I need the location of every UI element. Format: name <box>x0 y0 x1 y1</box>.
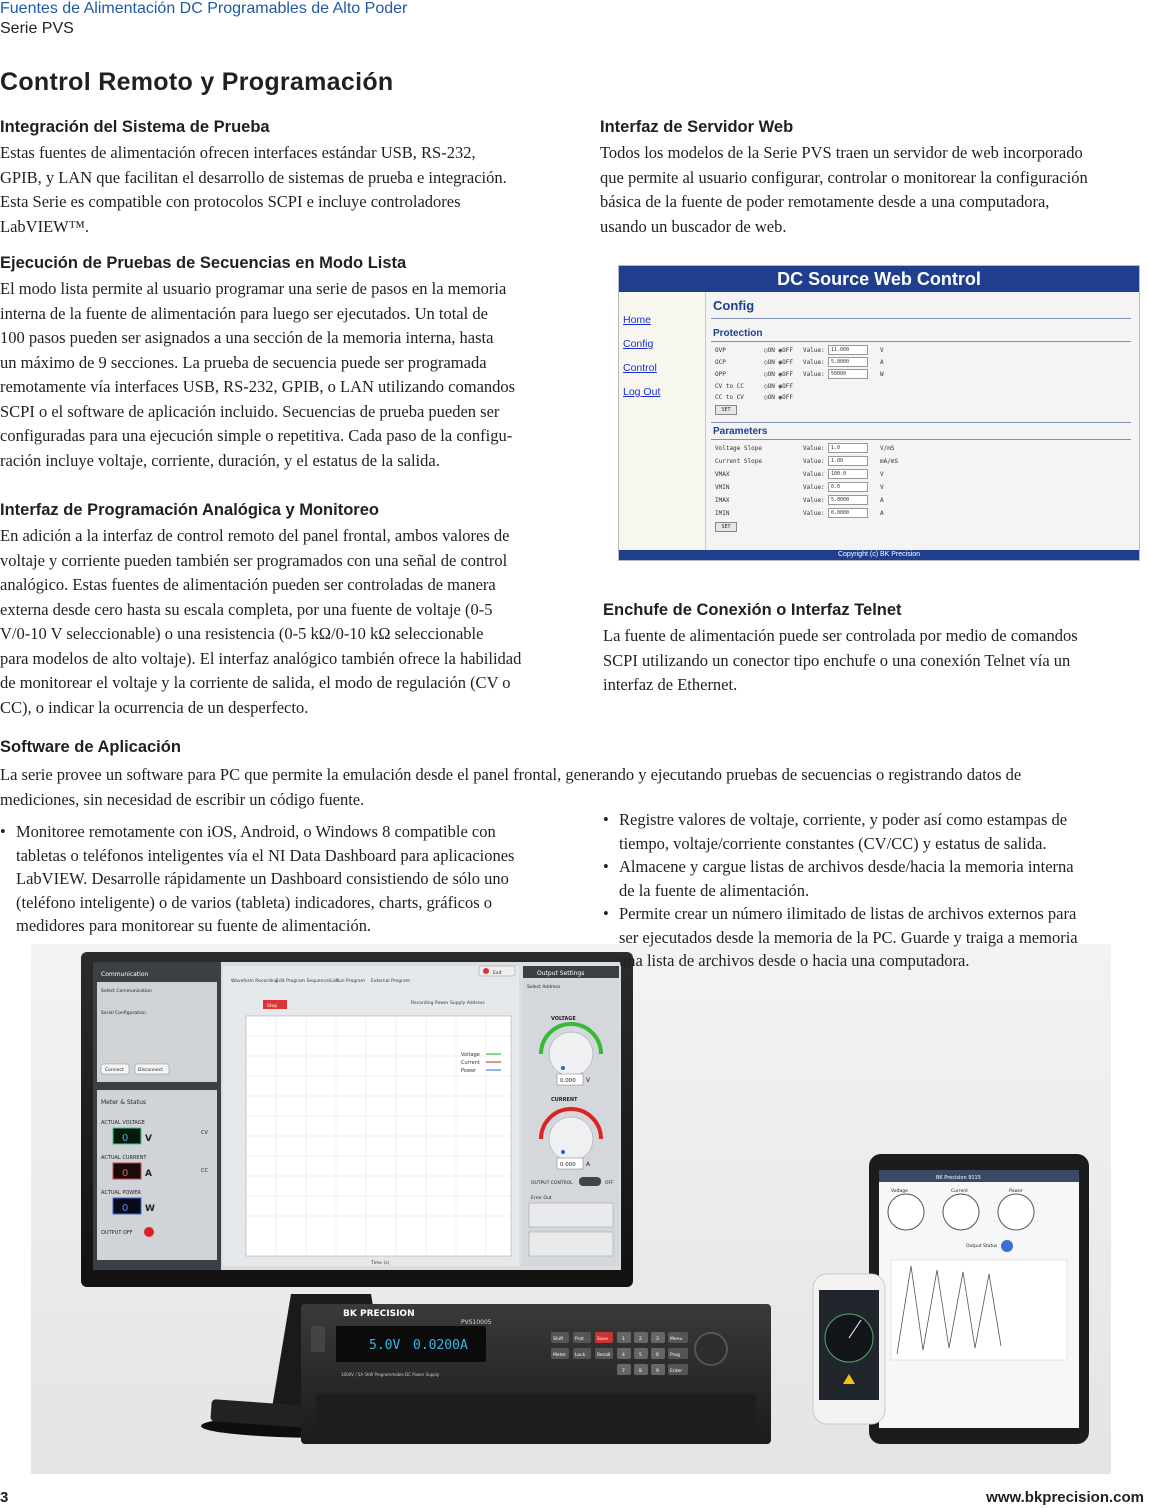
parameter-row: VMIN Value: 0.0 V <box>715 484 884 491</box>
svg-text:Edit Program Sequence/List: Edit Program Sequence/List <box>276 979 339 984</box>
svg-text:Output Settings: Output Settings <box>537 970 585 977</box>
svg-text:Run Program: Run Program <box>336 979 366 984</box>
section-integracion <box>0 118 560 239</box>
product-photo <box>31 944 1111 1474</box>
header-series-title: Fuentes de Alimentación DC Programables de Alto Poder <box>0 0 408 17</box>
web-control-sidebar <box>619 292 706 550</box>
section-body: El modo lista permite al usuario programar una serie de pasos en la memoria interna de la fuente de alimentación para luego ser ejecutados. Un total de 100 pasos pueden ser asignados a una sección de la memoria interna, hasta un máximo de 9 secciones. La prueba de secuencia puede ser programada remotamente vía interfaces USB, RS-232, GPIB, o LAN utilizando comandos SCPI o el software de aplicación incluido. Secuencias de prueba pueden ser configuradas para una ejecución simple o repetitiva. Cada paso de la configu- ración incluye voltaje, corriente, duración, y el estatus de la salida. <box>0 279 516 470</box>
parameter-row: Current Slope Value: 1.00 mA/mS <box>715 458 899 465</box>
svg-text:Output Status: Output Status <box>966 1244 998 1249</box>
svg-text:Current: Current <box>461 1060 480 1066</box>
svg-text:3: 3 <box>656 1337 659 1342</box>
protection-row-opp: OPP ○ON ◉OFF Value: 50000 W <box>715 371 884 378</box>
svg-text:OFF: OFF <box>605 1181 614 1186</box>
svg-text:CURRENT: CURRENT <box>551 1097 578 1103</box>
svg-text:4: 4 <box>622 1353 625 1358</box>
app-stop-button: Stop <box>267 1004 278 1009</box>
svg-text:Shift: Shift <box>553 1337 564 1342</box>
parameter-value-input[interactable]: 0.0 <box>828 482 868 492</box>
psu-brand: BK PRECISION <box>343 1309 415 1319</box>
section-analogica <box>0 501 560 720</box>
svg-text:Lock: Lock <box>575 1353 586 1358</box>
section-body: La fuente de alimentación puede ser controlada por medio de comandos SCPI utilizando un conector tipo enchufe o una conexión Telnet vía un interfaz de Ethernet. <box>603 626 1078 694</box>
svg-text:8: 8 <box>639 1369 642 1374</box>
header-series-name: Serie PVS <box>0 20 74 37</box>
parameter-row: VMAX Value: 100.0 V <box>715 471 884 478</box>
svg-text:VOLTAGE: VOLTAGE <box>551 1016 576 1022</box>
protection-row-ovp: OVP ○ON ◉OFF Value: 11.000 V <box>715 347 884 354</box>
on-off-radio[interactable]: ○ON ◉OFF <box>764 371 793 378</box>
section-telnet <box>603 601 1148 698</box>
web-control-title: DC Source Web Control <box>619 266 1139 292</box>
list-item: • Registre valores de voltaje, corriente, y poder así como estampas de tiempo, voltaje/corriente constantes (CV/CC) y estatus de salida. <box>603 808 1148 855</box>
section-heading: Interfaz de Servidor Web <box>600 118 794 136</box>
parameter-row: IMAX Value: 5.0000 A <box>715 497 884 504</box>
web-link-control[interactable]: Control <box>623 362 657 374</box>
svg-text:2: 2 <box>639 1337 642 1342</box>
svg-text:Recall: Recall <box>597 1353 611 1358</box>
parameter-value-input[interactable]: 0.0000 <box>828 508 868 518</box>
section-heading: Software de Aplicación <box>0 738 181 756</box>
section-body: La serie provee un software para PC que permite la emulación desde el panel frontal, generando y ejecutando pruebas de secuencias o registrando datos de mediciones, sin necesidad de escribir un código fuente. <box>0 765 1022 809</box>
svg-text:0.000: 0.000 <box>560 1162 576 1168</box>
app-disconnect-button: Disconnect <box>138 1068 163 1073</box>
web-link-logout[interactable]: Log Out <box>623 386 661 398</box>
svg-text:W: W <box>145 1204 155 1214</box>
list-item: • Monitoree remotamente con iOS, Android, o Windows 8 compatible con tabletas o teléfonos inteligentes vía el NI Data Dashboard para aplicaciones LabVIEW. Desarrolle rápidamente un Dashboard consistiendo de sólo uno (teléfono inteligente) o de varios (tableta) indicadores, charts, gráficos o medidores para monitorear su fuente de alimentación. <box>0 820 560 938</box>
web-control-screenshot <box>618 265 1140 561</box>
svg-text:Time (s): Time (s) <box>371 1261 390 1266</box>
svg-text:Prog: Prog <box>670 1353 680 1358</box>
parameter-value-input[interactable]: 100.0 <box>828 469 868 479</box>
parameters-title: Parameters <box>713 426 768 437</box>
section-body: Estas fuentes de alimentación ofrecen interfaces estándar USB, RS-232, GPIB, y LAN que facilitan el desarrollo de sistemas de prueba e integración. Esta Serie es compatible con protocolos SCPI e incluye controladores LabVIEW™. <box>0 143 507 236</box>
svg-text:Serial Configuration: Serial Configuration <box>101 1011 146 1016</box>
opp-value-input[interactable]: 50000 <box>828 369 868 379</box>
web-page-title: Config <box>713 298 755 313</box>
svg-text:Meter & Status: Meter & Status <box>101 1099 146 1106</box>
svg-text:OUTPUT OFF: OUTPUT OFF <box>101 1230 133 1236</box>
svg-text:A: A <box>586 1161 591 1168</box>
on-off-radio[interactable]: ○ON ◉OFF <box>764 359 793 366</box>
parameter-value-input[interactable]: 5.0000 <box>828 495 868 505</box>
list-item: • Permite crear un número ilimitado de listas de archivos externos para ser ejecutados desde la memoria de la PC. Guarde y traiga a memoria una lista de archivos desde o hacia una computadora. <box>603 902 1148 973</box>
protection-row-ocp: OCP ○ON ◉OFF Value: 5.0000 A <box>715 359 884 366</box>
svg-text:BK Precision 9115: BK Precision 9115 <box>936 1175 981 1181</box>
svg-text:V: V <box>586 1077 591 1084</box>
website-url[interactable]: www.bkprecision.com <box>986 1489 1144 1506</box>
svg-text:1: 1 <box>622 1337 625 1342</box>
svg-text:CV: CV <box>201 1130 208 1136</box>
section-heading: Integración del Sistema de Prueba <box>0 118 270 136</box>
on-off-radio[interactable]: ○ON ◉OFF <box>764 383 793 390</box>
parameter-value-input[interactable]: 1.0 <box>828 443 868 453</box>
svg-text:0: 0 <box>122 1203 129 1214</box>
svg-text:Voltage: Voltage <box>461 1052 480 1058</box>
web-control-copyright: Copyright (c) BK Precision <box>619 550 1139 560</box>
svg-text:Voltage: Voltage <box>891 1189 908 1194</box>
svg-text:OUTPUT CONTROL: OUTPUT CONTROL <box>531 1181 573 1186</box>
web-link-config[interactable]: Config <box>623 338 654 350</box>
section-body: Todos los modelos de la Serie PVS traen un servidor de web incorporado que permite al usuario configurar, controlar o monitorear la configuración básica de la fuente de poder remotamente desde a una computadora, usando un buscador de web. <box>600 143 1088 236</box>
svg-text:6: 6 <box>656 1353 659 1358</box>
psu-current-display: 0.0200A <box>413 1338 468 1353</box>
parameter-row: IMIN Value: 0.0000 A <box>715 510 884 517</box>
on-off-radio[interactable]: ○ON ◉OFF <box>764 394 793 401</box>
section-heading: Ejecución de Pruebas de Secuencias en Modo Lista <box>0 254 407 272</box>
svg-text:0.000: 0.000 <box>560 1078 576 1084</box>
svg-text:Select Address: Select Address <box>527 985 561 990</box>
software-bullets-right <box>603 808 1148 973</box>
ovp-value-input[interactable]: 11.000 <box>828 345 868 355</box>
svg-text:Waveform Recording: Waveform Recording <box>231 979 278 984</box>
svg-text:Save: Save <box>597 1337 609 1342</box>
svg-text:1000V / 5A 5kW Programmable DC: 1000V / 5A 5kW Programmable DC Power Supply <box>341 1372 440 1377</box>
product-photo-illustration <box>31 944 1111 1474</box>
section-software <box>0 738 1145 812</box>
svg-text:Error Out: Error Out <box>531 1196 552 1201</box>
svg-text:9: 9 <box>656 1369 659 1374</box>
psu-voltage-display: 5.0V <box>369 1338 401 1353</box>
svg-text:Prot: Prot <box>575 1337 584 1342</box>
svg-text:ACTUAL CURRENT: ACTUAL CURRENT <box>101 1155 147 1161</box>
section-body: En adición a la interfaz de control remoto del panel frontal, ambos valores de voltaje y corriente pueden también ser programados con una señal de control analógico. Estas fuentes de alimentación pueden ser controladas de manera externa desde cero hasta su escala completa, por una fuente de voltaje (0-5 V/0-10 V seleccionable) o una resistencia (0-5 kΩ/0-10 kΩ seleccionable para modelos de alto voltaje). El interfaz analógico también ofrece la habilidad de monitorear el voltaje y la corriente de salida, el modo de regulación (CV o CC), o indicar la ocurrencia de un desperfecto. <box>0 526 522 717</box>
svg-text:0: 0 <box>122 1133 129 1144</box>
software-bullets-left <box>0 820 560 938</box>
svg-text:Recording Power Supply Address: Recording Power Supply Address <box>411 1001 485 1006</box>
app-communication-label: Communication <box>101 971 149 978</box>
parameter-row: Voltage Slope Value: 1.0 V/mS <box>715 445 895 452</box>
section-heading: Enchufe de Conexión o Interfaz Telnet <box>603 601 902 619</box>
psu-model: PVS10005 <box>461 1319 492 1326</box>
svg-text:External Program: External Program <box>371 979 411 984</box>
section-modo-lista <box>0 254 560 473</box>
svg-text:Current: Current <box>951 1189 968 1194</box>
app-exit-button: Exit <box>493 971 502 976</box>
svg-text:7: 7 <box>622 1369 625 1374</box>
page-number: 3 <box>0 1489 9 1506</box>
on-off-radio[interactable]: ○ON ◉OFF <box>764 347 793 354</box>
svg-text:ACTUAL VOLTAGE: ACTUAL VOLTAGE <box>101 1120 145 1126</box>
app-connect-button: Connect <box>105 1068 124 1073</box>
svg-text:V: V <box>145 1134 152 1144</box>
svg-text:Power: Power <box>461 1068 477 1074</box>
svg-text:Enter: Enter <box>670 1369 683 1374</box>
list-item: • Almacene y cargue listas de archivos desde/hacia la memoria interna de la fuente de alimentación. <box>603 855 1148 902</box>
ocp-value-input[interactable]: 5.0000 <box>828 357 868 367</box>
section-heading: Interfaz de Programación Analógica y Monitoreo <box>0 501 379 519</box>
protection-title: Protection <box>713 328 763 339</box>
svg-text:ACTUAL POWER: ACTUAL POWER <box>101 1190 141 1196</box>
protection-row-cc-to-cv: CC to CV ○ON ◉OFF <box>715 394 793 401</box>
web-control-main <box>706 292 1139 550</box>
protection-row-cv-to-cc: CV to CC ○ON ◉OFF <box>715 383 793 390</box>
svg-text:Menu: Menu <box>670 1337 683 1342</box>
page-title: Control Remoto y Programación <box>0 68 394 96</box>
svg-text:Power: Power <box>1009 1189 1023 1194</box>
parameters-set-button[interactable]: SET <box>715 522 737 532</box>
svg-text:Meter: Meter <box>553 1353 567 1358</box>
svg-text:5: 5 <box>639 1353 642 1358</box>
svg-text:A: A <box>145 1169 152 1179</box>
svg-text:Select Communication: Select Communication <box>101 989 152 994</box>
svg-text:0: 0 <box>122 1168 129 1179</box>
section-servidor-web <box>600 118 1145 239</box>
protection-set-button[interactable]: SET <box>715 405 737 415</box>
web-link-home[interactable]: Home <box>623 314 652 326</box>
svg-text:CC: CC <box>201 1168 208 1174</box>
parameter-value-input[interactable]: 1.00 <box>828 456 868 466</box>
